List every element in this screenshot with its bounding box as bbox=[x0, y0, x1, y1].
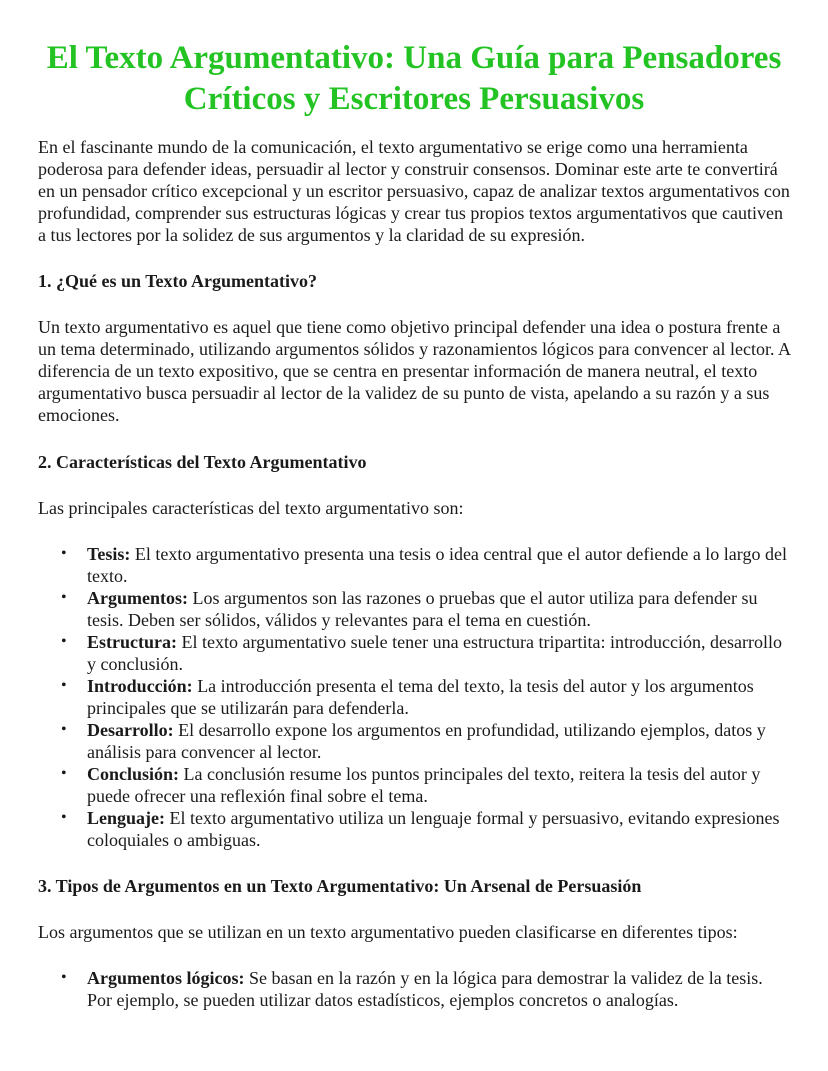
list-item bbox=[61, 587, 790, 631]
list-item bbox=[61, 631, 790, 675]
bullet-icon: • bbox=[61, 633, 67, 650]
list-item-term: Estructura: bbox=[87, 632, 177, 652]
list-item-text: El texto argumentativo suele tener una estructura tripartita: introducción, desarrollo y conclusión. bbox=[87, 632, 782, 674]
list-item-term: Introducción: bbox=[87, 676, 193, 696]
list-item-term: Desarrollo: bbox=[87, 720, 174, 740]
bullet-icon: • bbox=[61, 969, 67, 986]
list-item-term: Argumentos: bbox=[87, 588, 188, 608]
bullet-icon: • bbox=[61, 809, 67, 826]
list-item-text: El desarrollo expone los argumentos en profundidad, utilizando ejemplos, datos y análisis para convencer al lector. bbox=[87, 720, 766, 762]
list-item bbox=[61, 967, 790, 1011]
list-item bbox=[61, 543, 790, 587]
section-3-heading: 3. Tipos de Argumentos en un Texto Argumentativo: Un Arsenal de Persuasión bbox=[38, 876, 642, 896]
list-item bbox=[61, 675, 790, 719]
list-item-text: El texto argumentativo utiliza un lenguaje formal y persuasivo, evitando expresiones coloquiales o ambiguas. bbox=[87, 808, 780, 850]
bullet-icon: • bbox=[61, 765, 67, 782]
list-item-text: Se basan en la razón y en la lógica para demostrar la validez de la tesis. Por ejemplo, se pueden utilizar datos estadísticos, ejemplos concretos o analogías. bbox=[87, 968, 763, 1010]
characteristics-list bbox=[38, 543, 790, 851]
bullet-icon: • bbox=[61, 677, 67, 694]
list-item-term: Lenguaje: bbox=[87, 808, 165, 828]
list-item-text: Los argumentos son las razones o pruebas que el autor utiliza para defender su tesis. Deben ser sólidos, válidos y relevantes para el tema en cuestión. bbox=[87, 588, 758, 630]
list-item bbox=[61, 719, 790, 763]
argument-types-list bbox=[38, 967, 790, 1011]
section-3-lead: Los argumentos que se utilizan en un texto argumentativo pueden clasificarse en diferentes tipos: bbox=[38, 922, 738, 942]
section-2-lead: Las principales características del texto argumentativo son: bbox=[38, 498, 464, 518]
list-item-text: La conclusión resume los puntos principales del texto, reitera la tesis del autor y puede ofrecer una reflexión final sobre el tema. bbox=[87, 764, 761, 806]
section-2-heading: 2. Características del Texto Argumentativo bbox=[38, 452, 367, 472]
bullet-icon: • bbox=[61, 589, 67, 606]
bullet-icon: • bbox=[61, 545, 67, 562]
list-item-term: Tesis: bbox=[87, 544, 131, 564]
section-1-heading: 1. ¿Qué es un Texto Argumentativo? bbox=[38, 271, 318, 291]
list-item bbox=[61, 763, 790, 807]
list-item bbox=[61, 807, 790, 851]
intro-paragraph: En el fascinante mundo de la comunicación, el texto argumentativo se erige como una herramienta poderosa para defender ideas, persuadir al lector y construir consensos. Dominar este arte te convertirá en un pensador crítico excepcional y un escritor persuasivo, capaz de analizar textos argumentativos con profundidad, comprender sus estructuras lógicas y crear tus propios textos argumentativos que cautiven a tus lectores por la solidez de sus argumentos y la claridad de su expresión. bbox=[38, 137, 790, 245]
document-title: El Texto Argumentativo: Una Guía para Pensadores Críticos y Escritores Persuasivos bbox=[46, 40, 782, 117]
list-item-text: El texto argumentativo presenta una tesis o idea central que el autor defiende a lo largo del texto. bbox=[87, 544, 787, 586]
list-item-term: Argumentos lógicos: bbox=[87, 968, 245, 988]
list-item-text: La introducción presenta el tema del texto, la tesis del autor y los argumentos principales que se utilizarán para defenderla. bbox=[87, 676, 754, 718]
list-item-term: Conclusión: bbox=[87, 764, 180, 784]
section-1-paragraph: Un texto argumentativo es aquel que tiene como objetivo principal defender una idea o postura frente a un tema determinado, utilizando argumentos sólidos y razonamientos lógicos para convencer al lector. A diferencia de un texto expositivo, que se centra en presentar información de manera neutral, el texto argumentativo busca persuadir al lector de la validez de su punto de vista, apelando a su razón y a sus emociones. bbox=[38, 317, 790, 425]
bullet-icon: • bbox=[61, 721, 67, 738]
